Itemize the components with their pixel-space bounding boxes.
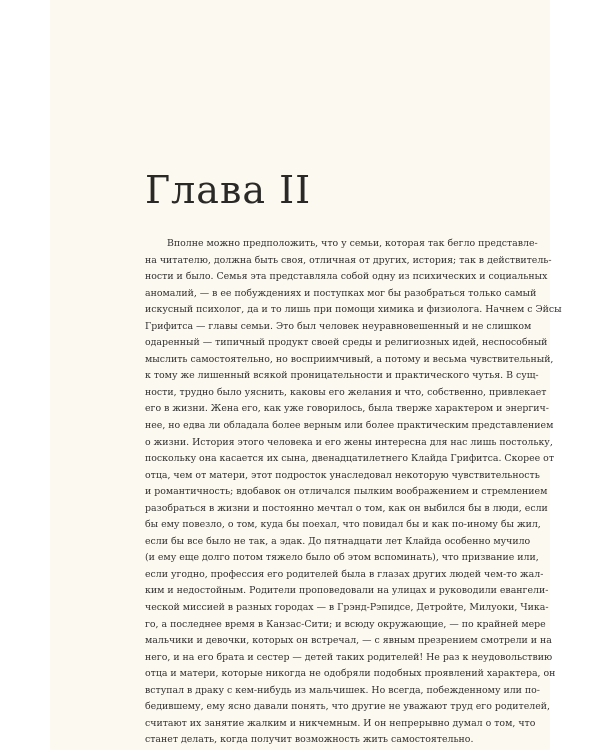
text-line: ности, трудно было уяснить, каковы его желания и что, собственно, привлекает (145, 386, 547, 398)
text-line: отца и матери, которые никогда не одобряли подобных проявлений характера, он (145, 668, 556, 680)
text-line: ким и недостойным. Родители проповедовали на улицах и руководили евангели- (145, 585, 549, 597)
text-line: и романтичность; вдобавок он отличался пылким воображением и стремлением (145, 486, 548, 498)
book-page (50, 0, 562, 750)
text-line: аномалий, — в ее побуждениях и поступках мог бы разобраться только самый (145, 287, 537, 299)
text-line: о жизни. История этого человека и его жены интересна для нас лишь постольку, (145, 436, 553, 448)
text-line: если угодно, профессия его родителей была в глазах других людей чем-то жал- (145, 568, 544, 580)
text-line: ческой миссией в разных городах — в Грэнд-Рэпидсе, Детройте, Милуоки, Чика- (145, 602, 549, 614)
text-line: станет делать, когда получит возможность жить самостоятельно. (145, 734, 474, 746)
text-line: к тому же лишенный всякой проницательности и практического чутья. В сущ- (145, 370, 539, 382)
text-line: одаренный — типичный продукт своей среды и религиозных идей, неспособный (145, 337, 548, 349)
text-line: него, и на его брата и сестер — детей таких родителей! Не раз к неудовольствию (145, 651, 553, 663)
text-line: нее, но едва ли обладала более верным или более практическим представлением (145, 420, 554, 432)
text-line: го, а последнее время в Канзас-Сити; и всюду окружающие, — по крайней мере (145, 618, 546, 630)
text-line: отца, чем от матери, этот подросток унаследовал некоторую чувствительность (145, 469, 540, 481)
text-line: Вполне можно предположить, что у семьи, которая так бегло представле- (167, 238, 538, 249)
text-line: считают их занятие жалким и никчемным. И он непрерывно думал о том, что (145, 717, 536, 729)
text-line: Грифитса — главы семьи. Это был человек неуравновешенный и не слишком (145, 320, 532, 332)
text-line: (и ему еще долго потом тяжело было об этом вспоминать), что призвание или, (145, 552, 539, 564)
chapter-title: Глава II (145, 168, 312, 212)
text-line: искусный психолог, да и то лишь при помощи химика и физиолога. Начнем с Эйсы (145, 304, 562, 316)
text-line: ности и было. Семья эта представляла собой одну из психических и социальных (145, 271, 548, 283)
text-line: мальчики и девочки, которых он встречал, — с явным презрением смотрели и на (145, 635, 552, 647)
text-line: бы ему повезло, о том, куда бы поехал, что повидал бы и как по-иному бы жил, (145, 519, 541, 531)
body-text (145, 236, 562, 749)
text-line: разобраться в жизни и постоянно мечтал о том, как он выбился бы в люди, если (145, 502, 548, 514)
text-line: его в жизни. Жена его, как уже говорилось, была тверже характером и энергич- (145, 403, 549, 415)
text-line: мыслить самостоятельно, но восприимчивый, а потому и весьма чувствительный, (145, 353, 554, 365)
text-line: поскольку она касается их сына, двенадцатилетнего Клайда Грифитса. Скорее от (145, 453, 555, 465)
text-line: бедившему, ему ясно давали понять, что другие не уважают труд его родителей, (145, 701, 550, 713)
text-line: вступал в драку с кем-нибудь из мальчишек. Но всегда, побежденному или по- (145, 684, 540, 696)
text-line: если бы все было не так, а эдак. До пятнадцати лет Клайда особенно мучило (145, 535, 531, 547)
text-line: на читателю, должна быть своя, отличная от других, история; так в действитель- (145, 254, 552, 266)
